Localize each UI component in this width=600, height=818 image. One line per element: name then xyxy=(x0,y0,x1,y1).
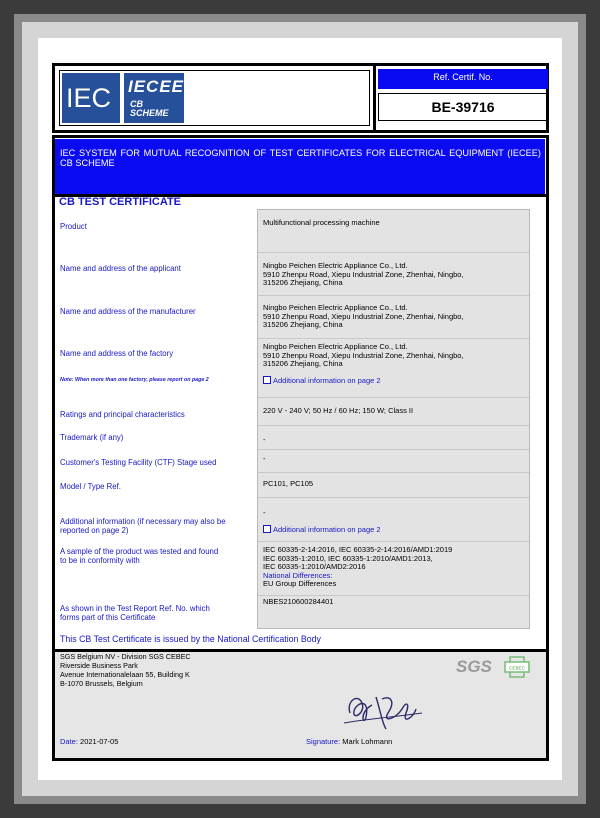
ref-cell xyxy=(373,66,549,130)
iecee-logo-text: IECEE xyxy=(128,77,185,96)
manufacturer-value-line: Ningbo Peichen Electric Appliance Co., Ltd. xyxy=(263,303,408,312)
cebec-logo-text: CEBEC xyxy=(509,665,525,671)
row-separator xyxy=(258,449,529,450)
sample-value-line: IEC 60335-1:2010, IEC 60335-1:2010/AMD1:2013, xyxy=(263,553,433,563)
manufacturer-value xyxy=(263,304,464,330)
sample-label-line: to be in conformity with xyxy=(60,556,140,565)
product-label: Product xyxy=(60,222,87,231)
row-separator xyxy=(258,472,529,473)
iec-logo xyxy=(62,73,120,123)
iec-logo-text: IEC xyxy=(66,83,112,113)
ncb-address-line: B-1070 Brussels, Belgium xyxy=(60,679,143,688)
ncb-address-line: Avenue Internationalelaan 55, Building K xyxy=(60,670,190,679)
ref-label: Ref. Certif. No. xyxy=(378,69,548,89)
ratings-label: Ratings and principal characteristics xyxy=(60,410,185,419)
sgs-logo: SGS xyxy=(456,657,492,676)
report-value: NBES210600284401 xyxy=(263,597,334,606)
date-value: 2021-07-05 xyxy=(80,737,119,746)
additional-info-label-line: Additional information (if necessary may also be xyxy=(60,517,226,526)
iecee-logo xyxy=(124,73,184,123)
report-label-line: As shown in the Test Report Ref. No. which xyxy=(60,604,210,613)
row-separator xyxy=(258,338,529,339)
model-value: PC101, PC105 xyxy=(263,479,314,488)
factory-additional-checkbox[interactable] xyxy=(263,376,381,386)
row-separator xyxy=(258,295,529,296)
factory-additional-text: Additional information on page 2 xyxy=(273,376,381,385)
cb-scheme-logo-text: CB SCHEME xyxy=(130,99,169,118)
trademark-label: Trademark (if any) xyxy=(60,433,124,442)
row-separator xyxy=(258,252,529,253)
trademark-value: - xyxy=(263,435,266,444)
manufacturer-value-line: 5910 Zhenpu Road, Xiepu Industrial Zone, Zhenhai, Ningbo, xyxy=(263,311,464,321)
applicant-label: Name and address of the applicant xyxy=(60,264,181,273)
additional-info-value: - xyxy=(263,508,266,517)
signature-label: Signature: xyxy=(306,737,341,746)
checkbox-icon[interactable] xyxy=(263,376,271,384)
ratings-value: 220 V - 240 V; 50 Hz / 60 Hz; 150 W; Class II xyxy=(263,406,414,415)
row-separator xyxy=(258,541,529,542)
ctf-label: Customer's Testing Facility (CTF) Stage used xyxy=(60,458,217,467)
ncb-address-line: Riverside Business Park xyxy=(60,661,138,670)
signature-field xyxy=(306,737,392,746)
row-separator xyxy=(258,595,529,596)
signature-image xyxy=(336,683,426,735)
cebec-logo xyxy=(504,656,530,678)
logo-cell xyxy=(59,70,370,126)
sample-label-line: A sample of the product was tested and found xyxy=(60,547,219,556)
national-differences-label: National Differences: xyxy=(263,570,333,580)
factory-value-line: Ningbo Peichen Electric Appliance Co., Ltd. xyxy=(263,342,408,351)
model-label: Model / Type Ref. xyxy=(60,482,121,491)
manufacturer-label: Name and address of the manufacturer xyxy=(60,307,196,316)
factory-note: Note: When more than one factory, please report on page 2 xyxy=(60,377,209,383)
certificate-header xyxy=(52,63,549,133)
checkbox-icon[interactable] xyxy=(263,525,271,533)
additional-info-text: Additional information on page 2 xyxy=(273,525,381,534)
factory-label: Name and address of the factory xyxy=(60,349,174,358)
national-differences-value: EU Group Differences xyxy=(263,579,337,588)
row-separator xyxy=(258,397,529,398)
sample-value-line: IEC 60335-1:2010/AMD2:2016 xyxy=(263,562,366,571)
applicant-value-line: 315206 Zhejiang, China xyxy=(263,278,343,287)
date-field xyxy=(60,737,118,746)
ctf-value: - xyxy=(263,454,266,463)
row-separator xyxy=(258,497,529,498)
additional-info-label-line: reported on page 2) xyxy=(60,526,129,535)
additional-info-checkbox[interactable] xyxy=(263,525,381,535)
factory-value-line: 315206 Zhejiang, China xyxy=(263,359,343,368)
report-label-line: forms part of this Certificate xyxy=(60,613,156,622)
ncb-address xyxy=(60,652,191,688)
row-separator xyxy=(258,425,529,426)
sample-value-line: IEC 60335-2-14:2016, IEC 60335-2-14:2016/AMD1:2019 xyxy=(263,545,453,554)
report-label xyxy=(60,604,210,622)
ncb-address-line: SGS Belgium NV - Division SGS CEBEC xyxy=(60,652,191,661)
date-label: Date: xyxy=(60,737,78,746)
ref-number: BE-39716 xyxy=(378,93,548,121)
scheme-banner: IEC SYSTEM FOR MUTUAL RECOGNITION OF TEST CERTIFICATES FOR ELECTRICAL EQUIPMENT (IECEE) CB SCHEME xyxy=(55,139,545,194)
sample-value xyxy=(263,546,452,589)
applicant-value-line: Ningbo Peichen Electric Appliance Co., Ltd. xyxy=(263,261,408,270)
sample-label xyxy=(60,547,218,565)
certificate-title: CB TEST CERTIFICATE xyxy=(59,196,182,208)
additional-info-label xyxy=(60,517,226,535)
signature-value: Mark Lohmann xyxy=(342,737,393,746)
issued-by-statement: This CB Test Certificate is issued by the National Certification Body xyxy=(60,634,321,644)
factory-value-line: 5910 Zhenpu Road, Xiepu Industrial Zone, Zhenhai, Ningbo, xyxy=(263,350,464,360)
factory-value xyxy=(263,343,464,369)
applicant-value xyxy=(263,262,464,288)
product-value: Multifunctional processing machine xyxy=(263,218,380,227)
manufacturer-value-line: 315206 Zhejiang, China xyxy=(263,320,343,329)
applicant-value-line: 5910 Zhenpu Road, Xiepu Industrial Zone, Zhenhai, Ningbo, xyxy=(263,269,464,279)
